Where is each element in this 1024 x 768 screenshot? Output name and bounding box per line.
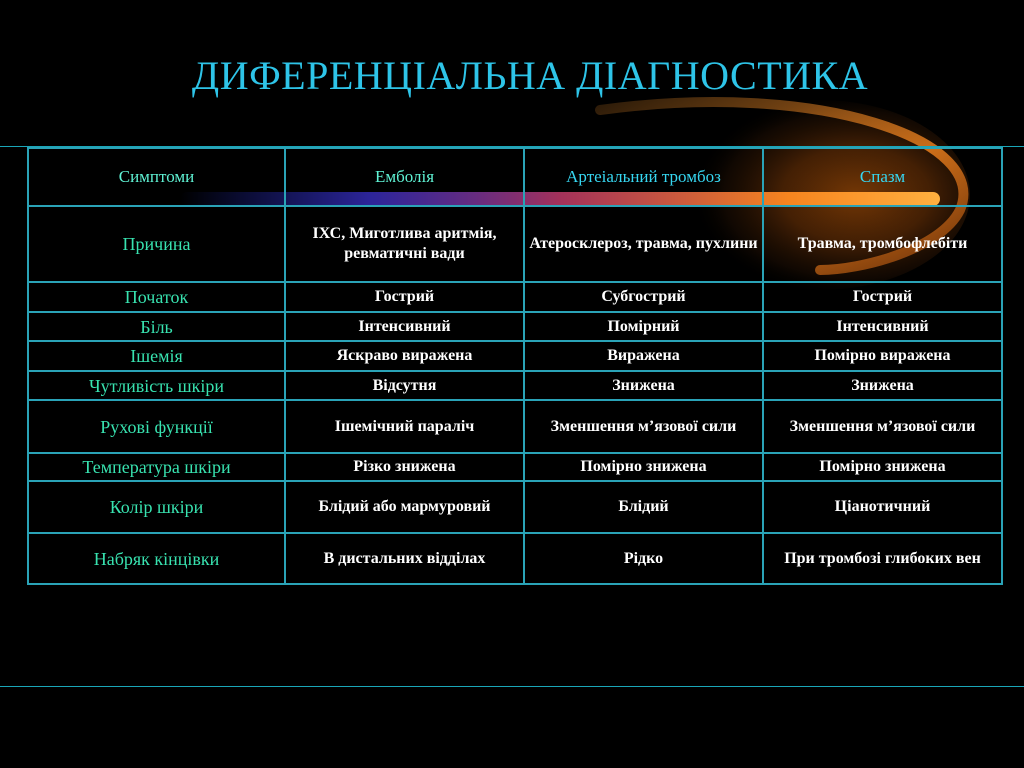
row-symptom: Початок [28,282,285,312]
row-value: Виражена [524,341,763,371]
row-value: Помірно знижена [763,453,1002,481]
row-value: Ішемічний параліч [285,400,524,453]
row-value: Атеросклероз, травма, пухлини [524,206,763,282]
table-row [28,282,1002,312]
row-symptom: Ішемія [28,341,285,371]
row-value: Травма, тромбофлебіти [763,206,1002,282]
row-value: Зменшення м’язової сили [763,400,1002,453]
header-embolism: Емболія [285,148,524,206]
table-row [28,341,1002,371]
row-value: Блідий або мармуровий [285,481,524,533]
row-symptom: Набряк кінцівки [28,533,285,584]
differential-diagnosis-table [27,147,1003,585]
header-symptoms: Симптоми [28,148,285,206]
row-symptom: Чутливість шкіри [28,371,285,400]
row-value: Різко знижена [285,453,524,481]
row-value: Знижена [524,371,763,400]
row-value: Інтенсивний [763,312,1002,341]
row-value: Субгострий [524,282,763,312]
table-row [28,481,1002,533]
row-value: Блідий [524,481,763,533]
row-value: Помірно виражена [763,341,1002,371]
table-row [28,312,1002,341]
header-spasm: Спазм [763,148,1002,206]
table-header-row [28,148,1002,206]
row-value: Знижена [763,371,1002,400]
row-value: Гострий [285,282,524,312]
row-value: В дистальних відділах [285,533,524,584]
row-value: Помірний [524,312,763,341]
row-value: Ціанотичний [763,481,1002,533]
header-arterial-thrombosis: Артеіальний тромбоз [524,148,763,206]
row-symptom: Колір шкіри [28,481,285,533]
table-row [28,371,1002,400]
row-symptom: Причина [28,206,285,282]
row-value: ІХС, Миготлива аритмія, ревматичні вади [285,206,524,282]
bottom-divider [0,686,1024,687]
row-value: При тромбозі глибоких вен [763,533,1002,584]
row-value: Рідко [524,533,763,584]
table-row [28,206,1002,282]
row-value: Інтенсивний [285,312,524,341]
table-row [28,453,1002,481]
row-symptom: Температура шкіри [28,453,285,481]
row-symptom: Біль [28,312,285,341]
row-value: Зменшення м’язової сили [524,400,763,453]
row-value: Гострий [763,282,1002,312]
row-value: Відсутня [285,371,524,400]
row-symptom: Рухові функції [28,400,285,453]
table-row [28,533,1002,584]
table-row [28,400,1002,453]
row-value: Помірно знижена [524,453,763,481]
row-value: Яскраво виражена [285,341,524,371]
page-title: ДИФЕРЕНЦІАЛЬНА ДІАГНОСТИКА [191,53,869,98]
